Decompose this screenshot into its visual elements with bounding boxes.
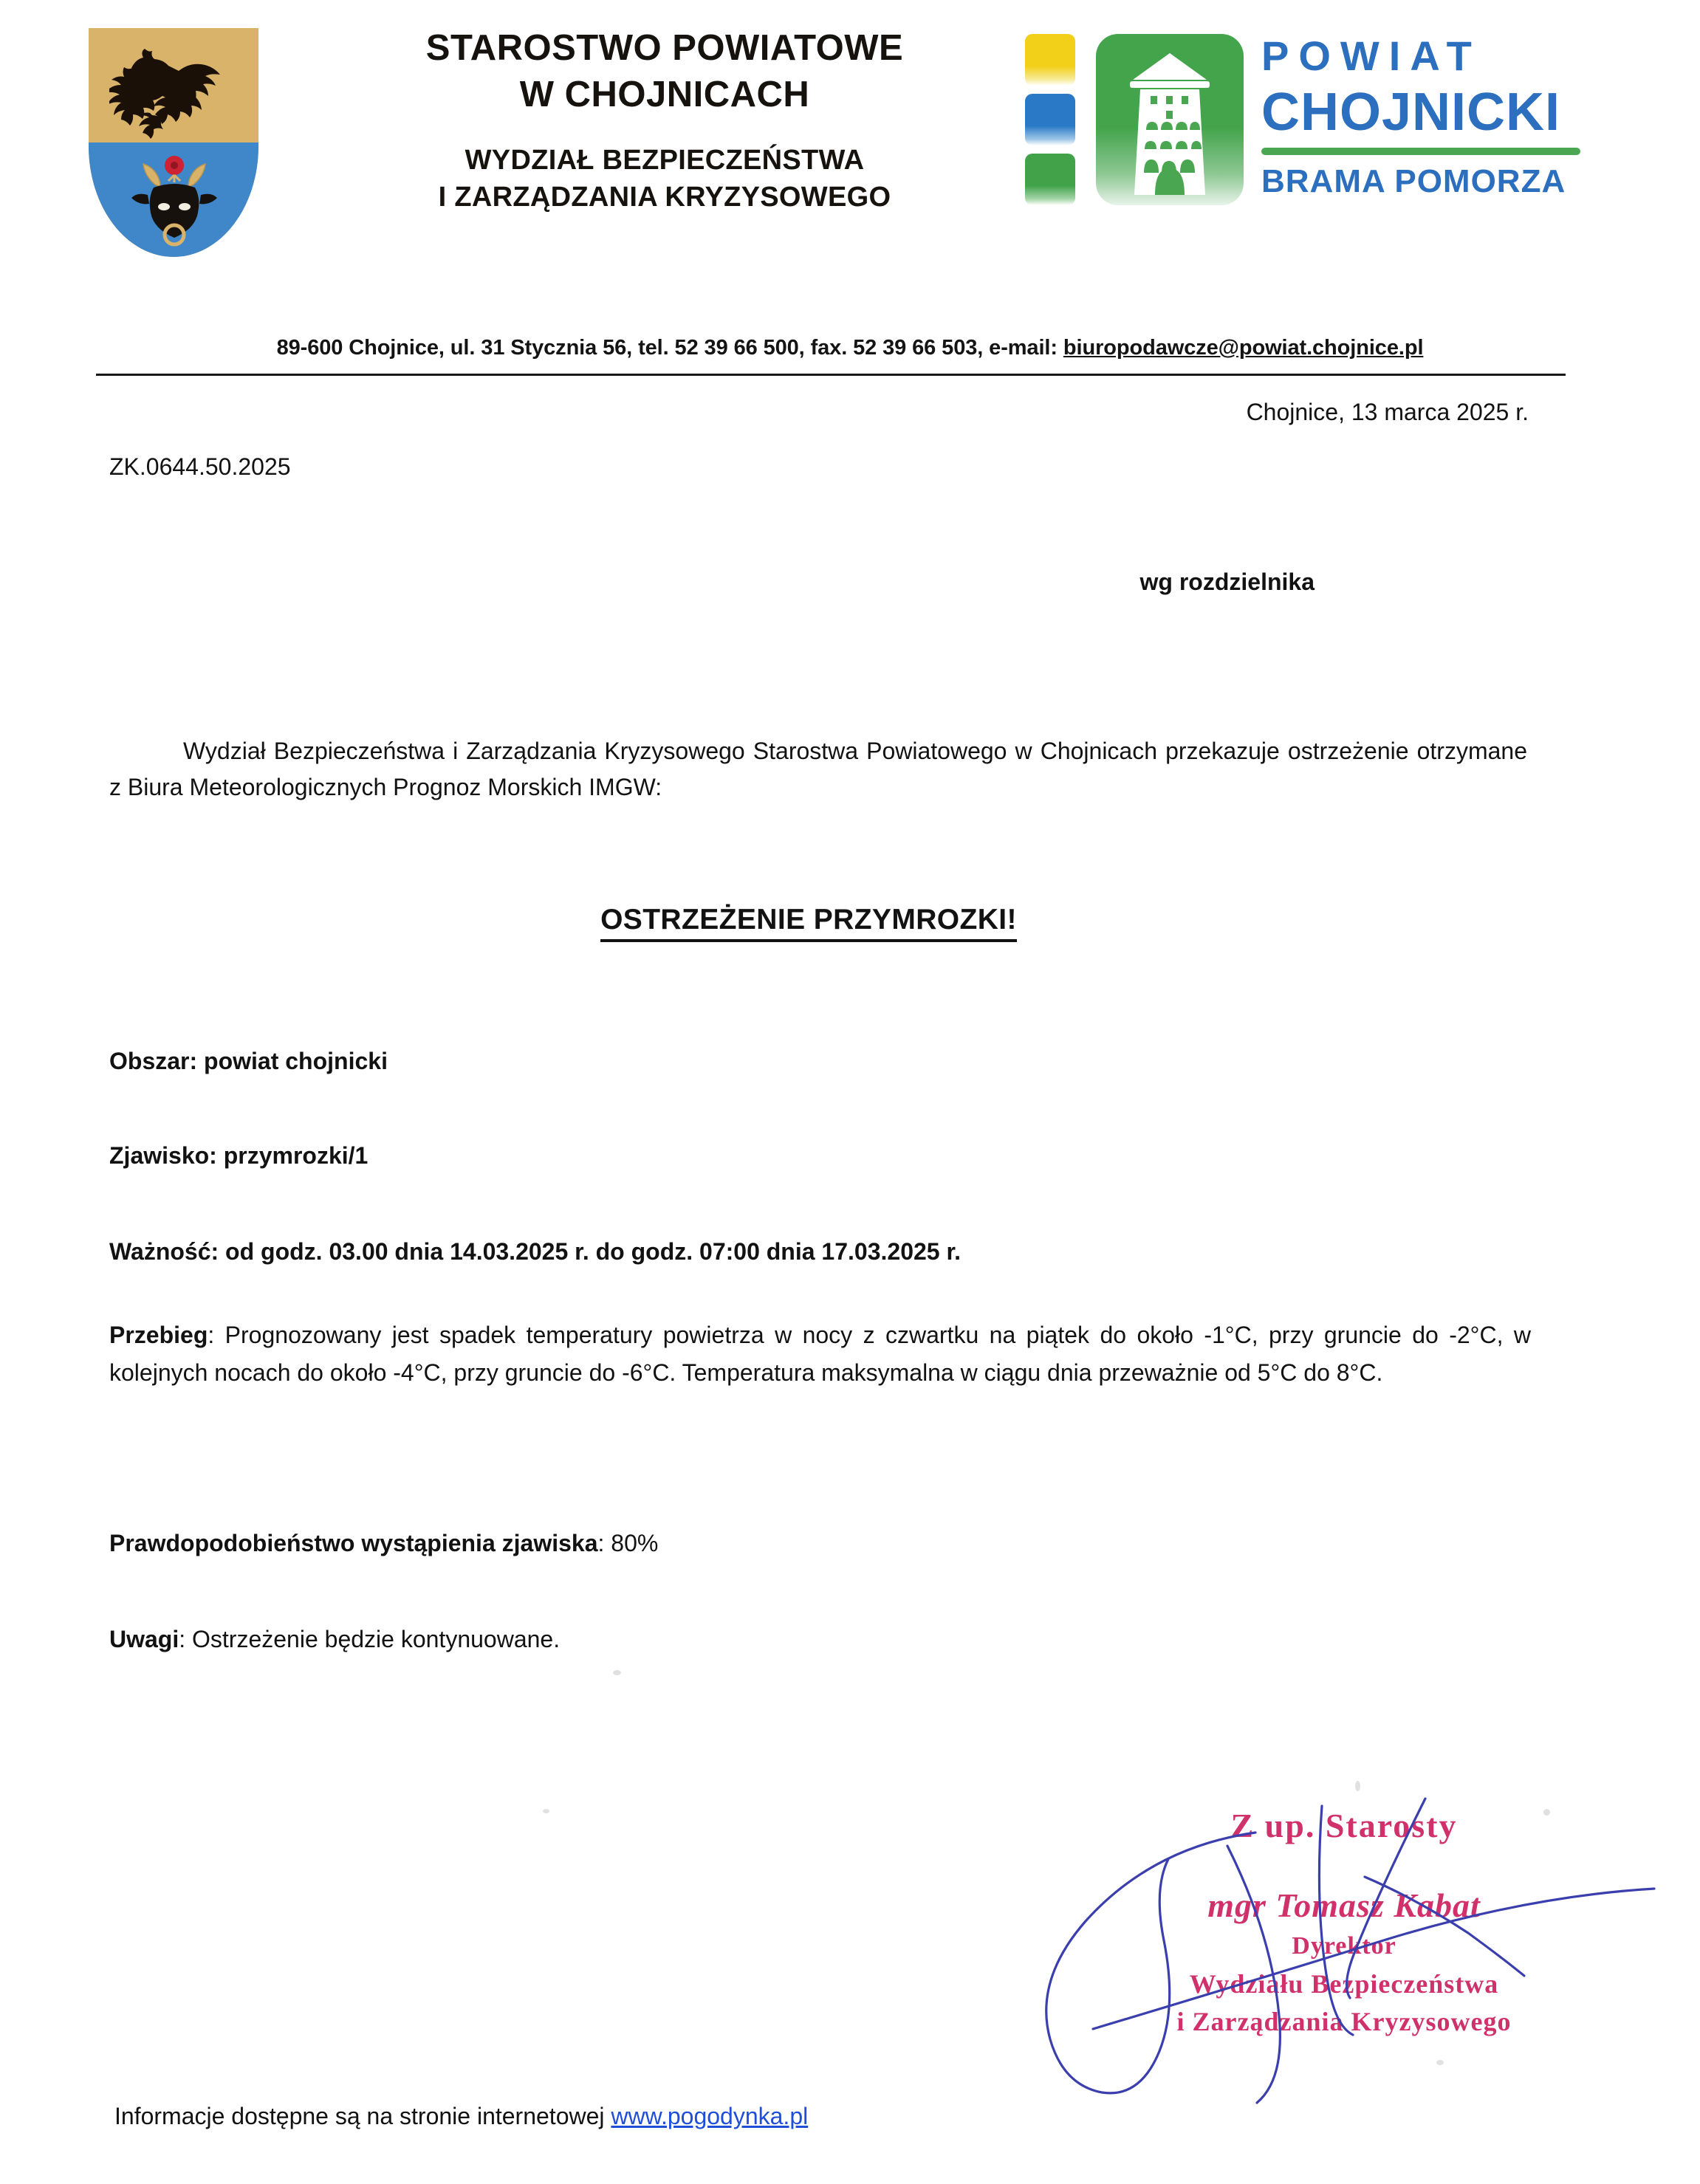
footer-note	[114, 2103, 808, 2130]
reference-number: ZK.0644.50.2025	[109, 453, 291, 480]
stamp-line-z-up-starosty: Z up. Starosty	[1230, 1807, 1458, 1844]
field-przebieg-text: : Prognozowany jest spadek temperatury powietrza w nocy z czwartku na piątek do około -1°C, przy gruncie do -2°C, w kolejnych nocach do około -4°C, przy gruncie do -6°C. Temperatura maksymalna w ciągu dnia przeważnie od 5°C do 8°C.	[109, 1322, 1531, 1386]
field-prawdopodobienstwo-value: : 80%	[597, 1530, 659, 1556]
field-waznosc-value: od godz. 03.00 dnia 14.03.2025 r. do godz. 07:00 dnia 17.03.2025 r.	[219, 1238, 962, 1265]
field-waznosc	[109, 1234, 1535, 1270]
field-przebieg-label: Przebieg	[109, 1322, 208, 1348]
stamp-line-department-2: i Zarządzania Kryzysowego	[1176, 2007, 1512, 2037]
signature-block	[1056, 1809, 1691, 2126]
logo-tagline: BRAMA POMORZA	[1261, 163, 1566, 199]
field-zjawisko	[109, 1138, 1535, 1174]
address-text: 89-600 Chojnice, ul. 31 Stycznia 56, tel. 52 39 66 500, fax. 52 39 66 503, e-mail:	[276, 336, 1063, 360]
stamp-line-department-1: Wydziału Bezpieczeństwa	[1189, 1968, 1499, 1999]
intro-paragraph: Wydział Bezpieczeństwa i Zarządzania Kryzysowego Starostwa Powiatowego w Chojnicach przekazuje ostrzeżenie otrzymane z Biura Meteorologicznych Prognoz Morskich IMGW:	[109, 738, 1527, 800]
department-title	[310, 142, 1019, 216]
griffin-icon	[109, 41, 239, 145]
logo-color-squares	[1025, 34, 1075, 205]
field-prawdopodobienstwo	[109, 1525, 1535, 1562]
header-divider	[96, 374, 1566, 376]
recipient-label: wg rozdzielnika	[1139, 569, 1315, 595]
field-uwagi-value: : Ostrzeżenie będzie kontynuowane.	[179, 1626, 561, 1652]
department-title-line2: I ZARZĄDZANIA KRYZYSOWEGO	[438, 181, 891, 213]
scan-speck	[1355, 1781, 1360, 1791]
address-line	[277, 336, 1424, 360]
logo-wordmark	[1261, 24, 1594, 198]
field-zjawisko-value: przymrozki/1	[216, 1142, 369, 1169]
department-title-line1: WYDZIAŁ BEZPIECZEŃSTWA	[465, 145, 865, 176]
stamp-line-name: mgr Tomasz Kabat	[1207, 1886, 1481, 1924]
logo-divider	[1261, 148, 1580, 155]
coat-of-arms-icon	[89, 28, 258, 257]
alert-title	[0, 904, 1617, 936]
alert-title-text: OSTRZEŻENIE PRZYMROZKI!	[600, 904, 1017, 942]
scan-speck	[1436, 2060, 1444, 2065]
office-title	[310, 25, 1019, 117]
field-przebieg	[109, 1316, 1531, 1391]
address-line-wrapper	[0, 336, 1700, 360]
email-address[interactable]: biuropodawcze@powiat.chojnice.pl	[1063, 336, 1424, 360]
letterhead	[0, 0, 1700, 360]
field-prawdopodobienstwo-label: Prawdopodobieństwo wystąpienia zjawiska	[109, 1530, 598, 1556]
scan-speck	[1543, 1809, 1550, 1816]
field-waznosc-label: Ważność:	[109, 1238, 219, 1265]
office-title-block	[310, 25, 1019, 216]
field-obszar	[109, 1043, 1535, 1079]
office-title-line2: W CHOJNICACH	[519, 74, 810, 114]
field-uwagi-label: Uwagi	[109, 1626, 179, 1652]
place-and-date: Chojnice, 13 marca 2025 r.	[1246, 399, 1529, 425]
office-title-line1: STAROSTWO POWIATOWE	[425, 28, 904, 68]
scan-speck	[613, 1670, 621, 1675]
field-uwagi	[109, 1621, 1535, 1658]
bull-head-icon	[123, 146, 226, 250]
field-obszar-label: Obszar:	[109, 1048, 198, 1074]
logo-square-yellow	[1025, 34, 1075, 86]
logo-square-green	[1025, 154, 1075, 205]
powiat-chojnicki-logo	[1025, 24, 1594, 224]
footer-text: Informacje dostępne są na stronie internetowej	[114, 2103, 611, 2129]
logo-square-blue	[1025, 94, 1075, 145]
field-obszar-value: powiat chojnicki	[197, 1048, 388, 1074]
pogodynka-link[interactable]: www.pogodynka.pl	[611, 2103, 809, 2129]
tower-gate-icon	[1124, 50, 1216, 198]
official-stamp	[1086, 1809, 1603, 2039]
logo-word-powiat: POWIAT	[1261, 32, 1481, 79]
logo-tower-badge	[1096, 34, 1244, 205]
logo-word-chojnicki: CHOJNICKI	[1261, 83, 1561, 142]
stamp-line-position: Dyrektor	[1292, 1932, 1396, 1960]
field-zjawisko-label: Zjawisko:	[109, 1142, 217, 1169]
scan-speck	[543, 1809, 549, 1813]
